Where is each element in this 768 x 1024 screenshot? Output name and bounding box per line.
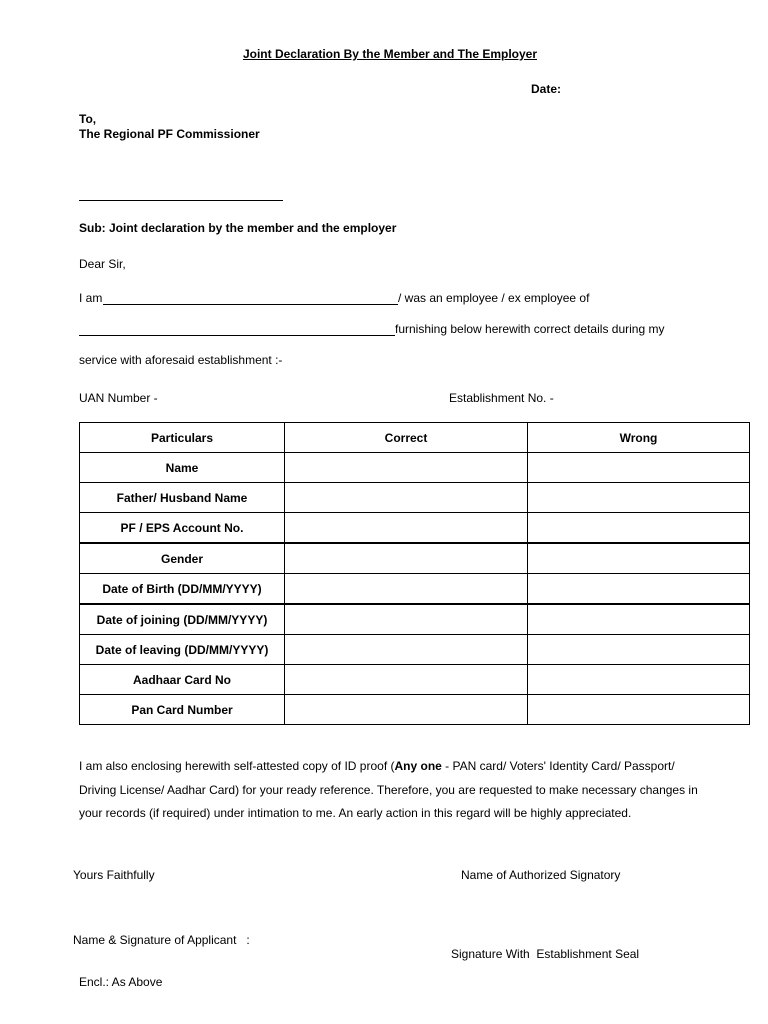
header-particulars: Particulars (80, 423, 285, 453)
authorized-signatory-label: Name of Authorized Signatory (461, 868, 621, 882)
applicant-signature-label: Name & Signature of Applicant : (73, 933, 250, 947)
recipient-address-blank[interactable] (79, 200, 283, 201)
row-label: PF / EPS Account No. (80, 513, 285, 544)
uan-label: UAN Number - (79, 391, 158, 405)
salutation: Dear Sir, (79, 257, 126, 271)
row-label: Aadhaar Card No (80, 665, 285, 695)
table-row (80, 543, 750, 574)
correct-cell[interactable] (285, 635, 528, 665)
para-bold: Any one (394, 759, 442, 773)
line3: service with aforesaid establishment :- (79, 353, 283, 367)
correct-cell[interactable] (285, 483, 528, 513)
table-header-row (80, 423, 750, 453)
header-correct: Correct (285, 423, 528, 453)
row-label: Pan Card Number (80, 695, 285, 725)
table-row (80, 635, 750, 665)
table-row (80, 483, 750, 513)
row-label: Father/ Husband Name (80, 483, 285, 513)
line1-prefix: I am (79, 291, 103, 305)
wrong-cell[interactable] (528, 453, 750, 483)
row-label: Date of joining (DD/MM/YYYY) (80, 604, 285, 635)
table-row (80, 604, 750, 635)
recipient: The Regional PF Commissioner (79, 127, 260, 141)
wrong-cell[interactable] (528, 604, 750, 635)
subject-line: Sub: Joint declaration by the member and the employer (79, 221, 397, 235)
correct-cell[interactable] (285, 604, 528, 635)
employee-name-blank[interactable] (103, 304, 398, 305)
line1-suffix: / was an employee / ex employee of (398, 291, 590, 305)
yours-faithfully: Yours Faithfully (73, 868, 155, 882)
row-label: Date of leaving (DD/MM/YYYY) (80, 635, 285, 665)
correct-cell[interactable] (285, 453, 528, 483)
wrong-cell[interactable] (528, 635, 750, 665)
enclosure-note: Encl.: As Above (79, 975, 163, 989)
para-part1: I am also enclosing herewith self-attested copy of ID proof ( (79, 759, 395, 773)
date-label: Date: (531, 82, 562, 96)
wrong-cell[interactable] (528, 513, 750, 544)
to-label: To, (79, 112, 97, 126)
row-label: Gender (80, 543, 285, 574)
table-row (80, 453, 750, 483)
establishment-name-blank[interactable] (79, 335, 395, 336)
correct-cell[interactable] (285, 574, 528, 605)
correct-cell[interactable] (285, 513, 528, 544)
para-part2: - PAN card/ Voters' Identity Card/ Passport/ Driving License/ Aadhar Card) for your ready reference. Therefore, you are requested to make necessary changes in your records (if required) under intimation to me. An early action in this regard will be highly appreciated. (79, 759, 698, 820)
header-wrong: Wrong (528, 423, 750, 453)
table-row (80, 665, 750, 695)
document-title: Joint Declaration By the Member and The Employer (242, 47, 538, 61)
establishment-no-label: Establishment No. - (449, 391, 554, 405)
correct-cell[interactable] (285, 695, 528, 725)
details-table (79, 422, 750, 725)
row-label: Name (80, 453, 285, 483)
establishment-seal-label: Signature With Establishment Seal (451, 947, 640, 961)
line2-suffix: furnishing below herewith correct details during my (395, 322, 665, 336)
correct-cell[interactable] (285, 543, 528, 574)
row-label: Date of Birth (DD/MM/YYYY) (80, 574, 285, 605)
wrong-cell[interactable] (528, 543, 750, 574)
table-row (80, 513, 750, 544)
wrong-cell[interactable] (528, 665, 750, 695)
table-row (80, 574, 750, 605)
wrong-cell[interactable] (528, 574, 750, 605)
table-row (80, 695, 750, 725)
correct-cell[interactable] (285, 665, 528, 695)
wrong-cell[interactable] (528, 483, 750, 513)
wrong-cell[interactable] (528, 695, 750, 725)
enclosure-paragraph (79, 755, 699, 826)
